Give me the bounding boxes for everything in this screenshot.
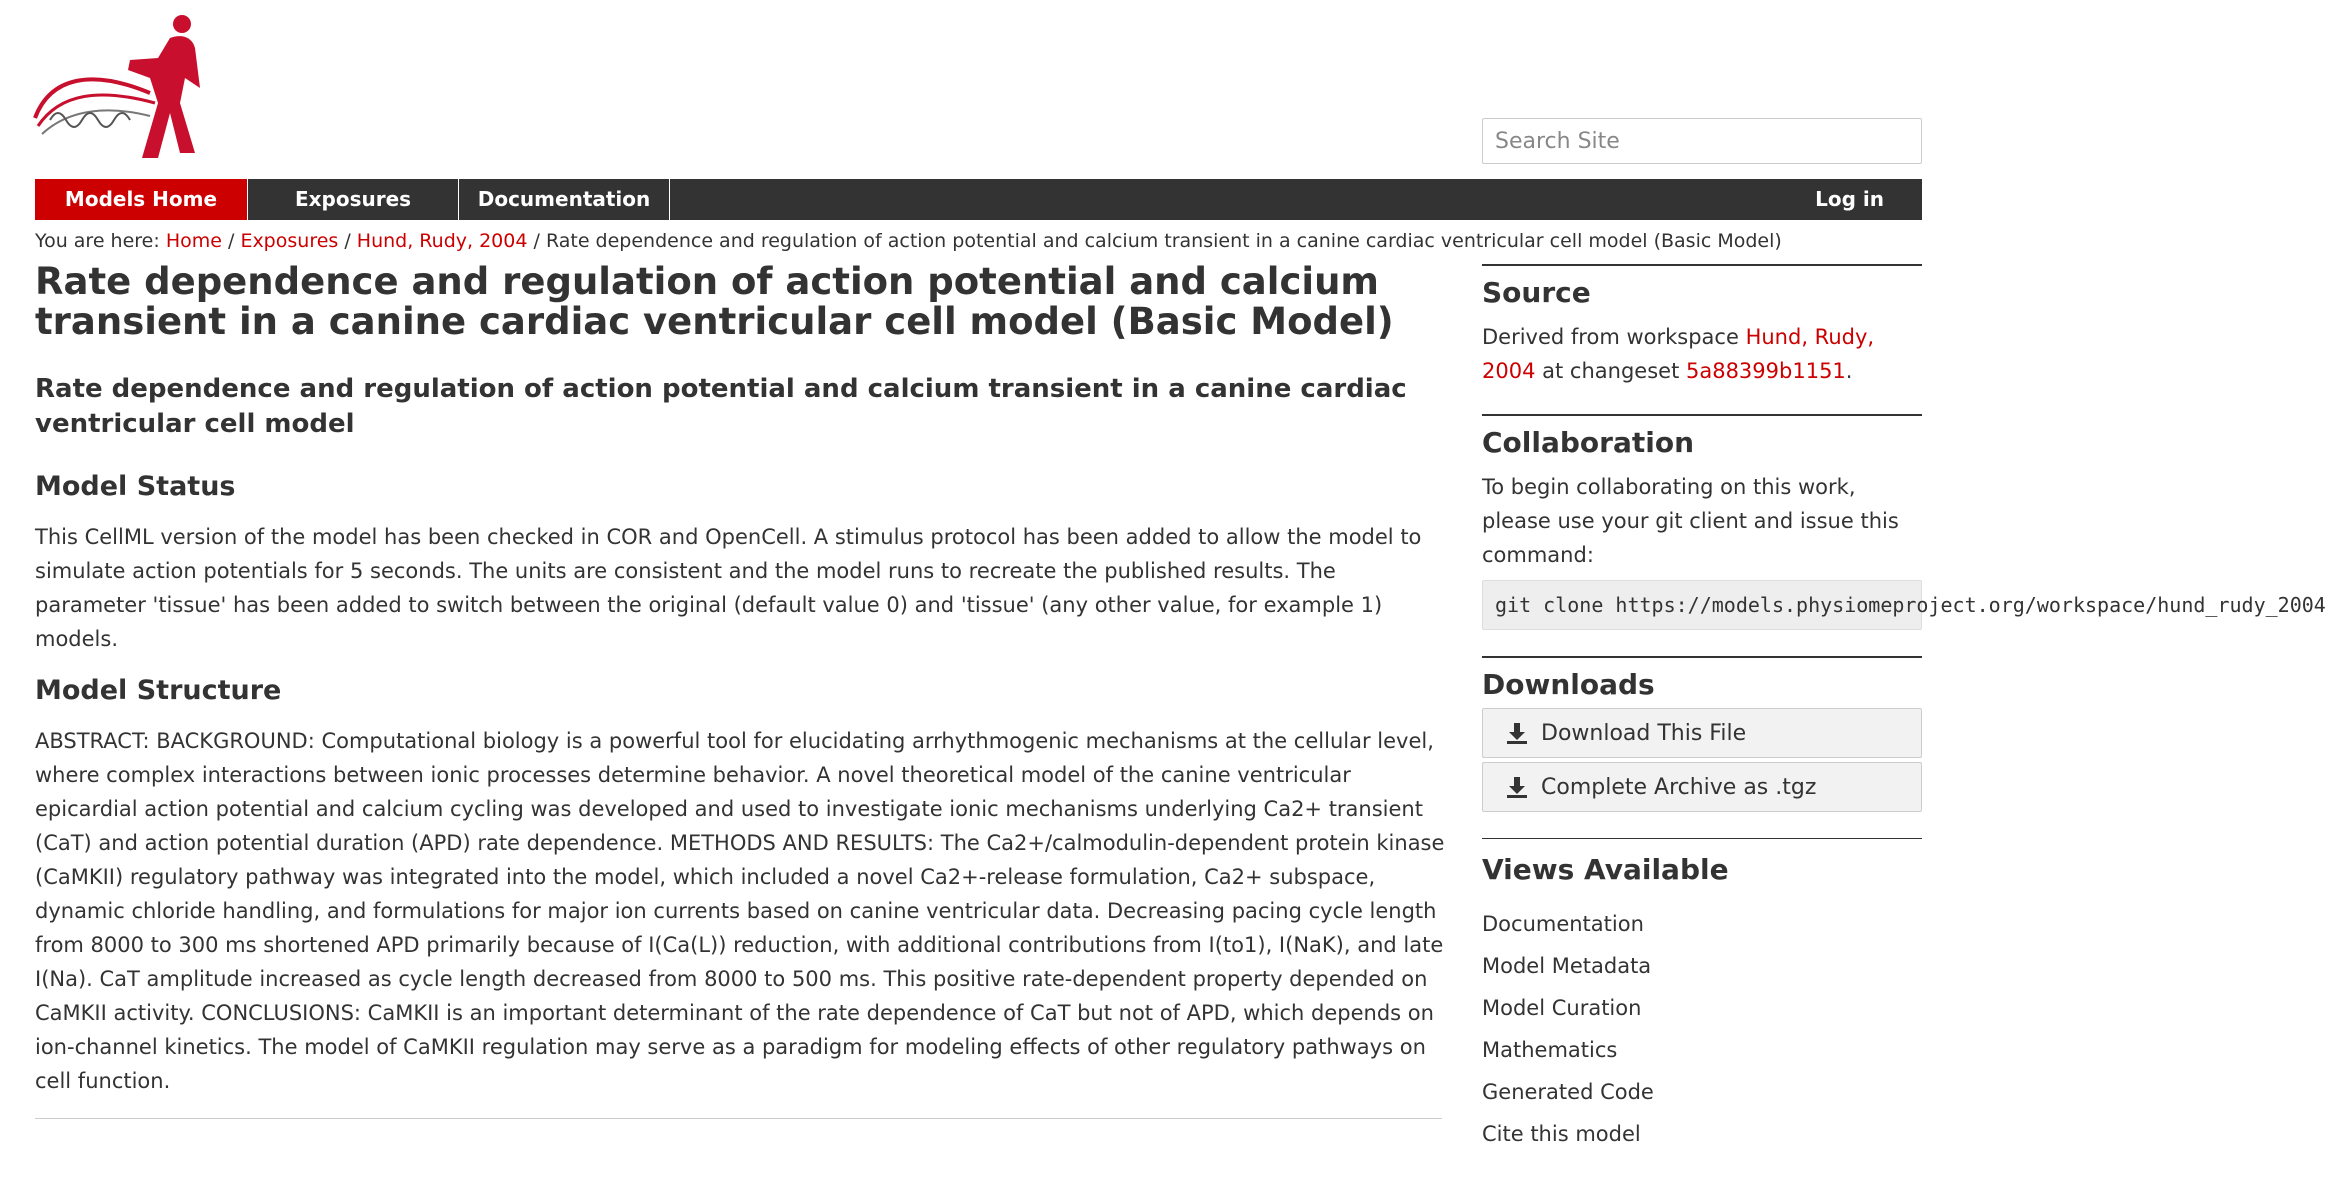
nav-documentation[interactable]: Documentation (459, 179, 670, 220)
download-file-button[interactable] (1482, 708, 1922, 758)
nav-models-home[interactable]: Models Home (35, 179, 248, 220)
model-status-heading: Model Status (35, 471, 236, 502)
workspace-link[interactable]: Hund, Rudy, 2004 (1482, 325, 1875, 383)
main-content (35, 262, 1445, 1119)
changeset-link[interactable]: 5a88399b1151 (1685, 359, 1846, 383)
collaboration-heading: Collaboration (1482, 426, 1695, 459)
views-portlet (1482, 838, 1922, 1155)
model-status-text: This CellML version of the model has been checked in COR and OpenCell. A stimulus protocol has been added to allow the model to simulate action potentials for 5 seconds. The units are consistent and the model runs to recreate the published results. The parameter 'tissue' has been added to switch between the original (default value 0) and 'tissue' (any other value, for example 1) models. (35, 525, 1422, 651)
breadcrumb-exposures[interactable]: Exposures (240, 230, 339, 252)
content-divider (35, 1118, 1442, 1119)
download-icon (1505, 721, 1529, 745)
download-icon (1505, 775, 1529, 799)
breadcrumb-prefix: You are here: (35, 230, 160, 252)
main-nav (35, 179, 1922, 220)
breadcrumb (35, 230, 1782, 252)
sidebar (1482, 264, 2326, 1181)
model-structure-text: ABSTRACT: BACKGROUND: Computational biology is a powerful tool for elucidating arrhythmogenic mechanisms at the cellular level, where complex interactions between ionic processes determine behavior. A novel theoretical model of the canine ventricular epicardial action potential and calcium cycling was developed and used to investigate ionic mechanisms underlying Ca2+ transient (CaT) and action potential duration (APD) rate dependence. METHODS AND RESULTS: The Ca2+/calmodulin-dependent protein kinase (CaMKII) regulatory pathway was integrated into the model, which included a novel Ca2+-release formulation, Ca2+ subspace, dynamic chloride handling, and formulations for major ion currents based on canine ventricular data. Decreasing pacing cycle length from 8000 to 300 ms shortened APD primarily because of I(Ca(L)) reduction, with additional contributions from I(to1), I(NaK), and late I(Na). CaT amplitude increased as cycle length decreased from 8000 to 500 ms. This positive rate-dependent property depended on CaMKII activity. CONCLUSIONS: CaMKII is an important determinant of the rate dependence of CaT but not of APD, which depends on ion-channel kinetics. The model of CaMKII regulation may serve as a paradigm for modeling effects of other regulatory pathways on cell function. (35, 729, 1445, 1093)
view-cite-model[interactable]: Cite this model (1482, 1122, 1641, 1146)
model-structure-heading: Model Structure (35, 675, 282, 706)
breadcrumb-separator: / (533, 230, 540, 252)
breadcrumb-workspace[interactable]: Hund, Rudy, 2004 (356, 230, 528, 252)
git-clone-command[interactable]: git clone https://models.physiomeproject.org/workspace/hund_rudy_2004 (1482, 580, 1922, 630)
breadcrumb-separator: / (227, 230, 235, 252)
download-archive-label: Complete Archive as .tgz (1541, 774, 1817, 800)
page-title: Rate dependence and regulation of action potential and calcium transient in a canine cardiac ventricular cell model (Basic Model) (35, 260, 1394, 343)
views-heading: Views Available (1482, 853, 1729, 886)
source-heading: Source (1482, 276, 1591, 309)
source-portlet (1482, 264, 1922, 388)
view-generated-code[interactable]: Generated Code (1482, 1080, 1654, 1104)
downloads-heading: Downloads (1482, 668, 1655, 701)
breadcrumb-current: Rate dependence and regulation of action potential and calcium transient in a canine cardiac ventricular cell model (Basic Model) (545, 230, 1782, 252)
source-prefix: Derived from workspace (1482, 325, 1739, 349)
site-logo[interactable] (30, 8, 215, 163)
source-middle: at changeset (1542, 359, 1680, 383)
nav-exposures[interactable]: Exposures (248, 179, 459, 220)
search-input[interactable] (1482, 118, 1922, 164)
views-list (1482, 903, 1922, 1155)
view-model-curation[interactable]: Model Curation (1482, 996, 1642, 1020)
model-subtitle: Rate dependence and regulation of action potential and calcium transient in a canine cardiac ventricular cell model (35, 374, 1407, 439)
collaboration-text: To begin collaborating on this work, please use your git client and issue this command: (1482, 475, 1899, 567)
login-link[interactable]: Log in (1815, 187, 1884, 211)
download-archive-button[interactable] (1482, 762, 1922, 812)
collaboration-portlet (1482, 414, 2326, 630)
breadcrumb-home[interactable]: Home (165, 230, 222, 252)
downloads-portlet (1482, 656, 1922, 812)
source-text (1482, 320, 1922, 388)
breadcrumb-separator: / (344, 230, 351, 252)
source-suffix: . (1845, 359, 1853, 383)
view-documentation[interactable]: Documentation (1482, 912, 1644, 936)
view-model-metadata[interactable]: Model Metadata (1482, 954, 1652, 978)
view-mathematics[interactable]: Mathematics (1482, 1038, 1618, 1062)
download-file-label: Download This File (1541, 720, 1747, 746)
